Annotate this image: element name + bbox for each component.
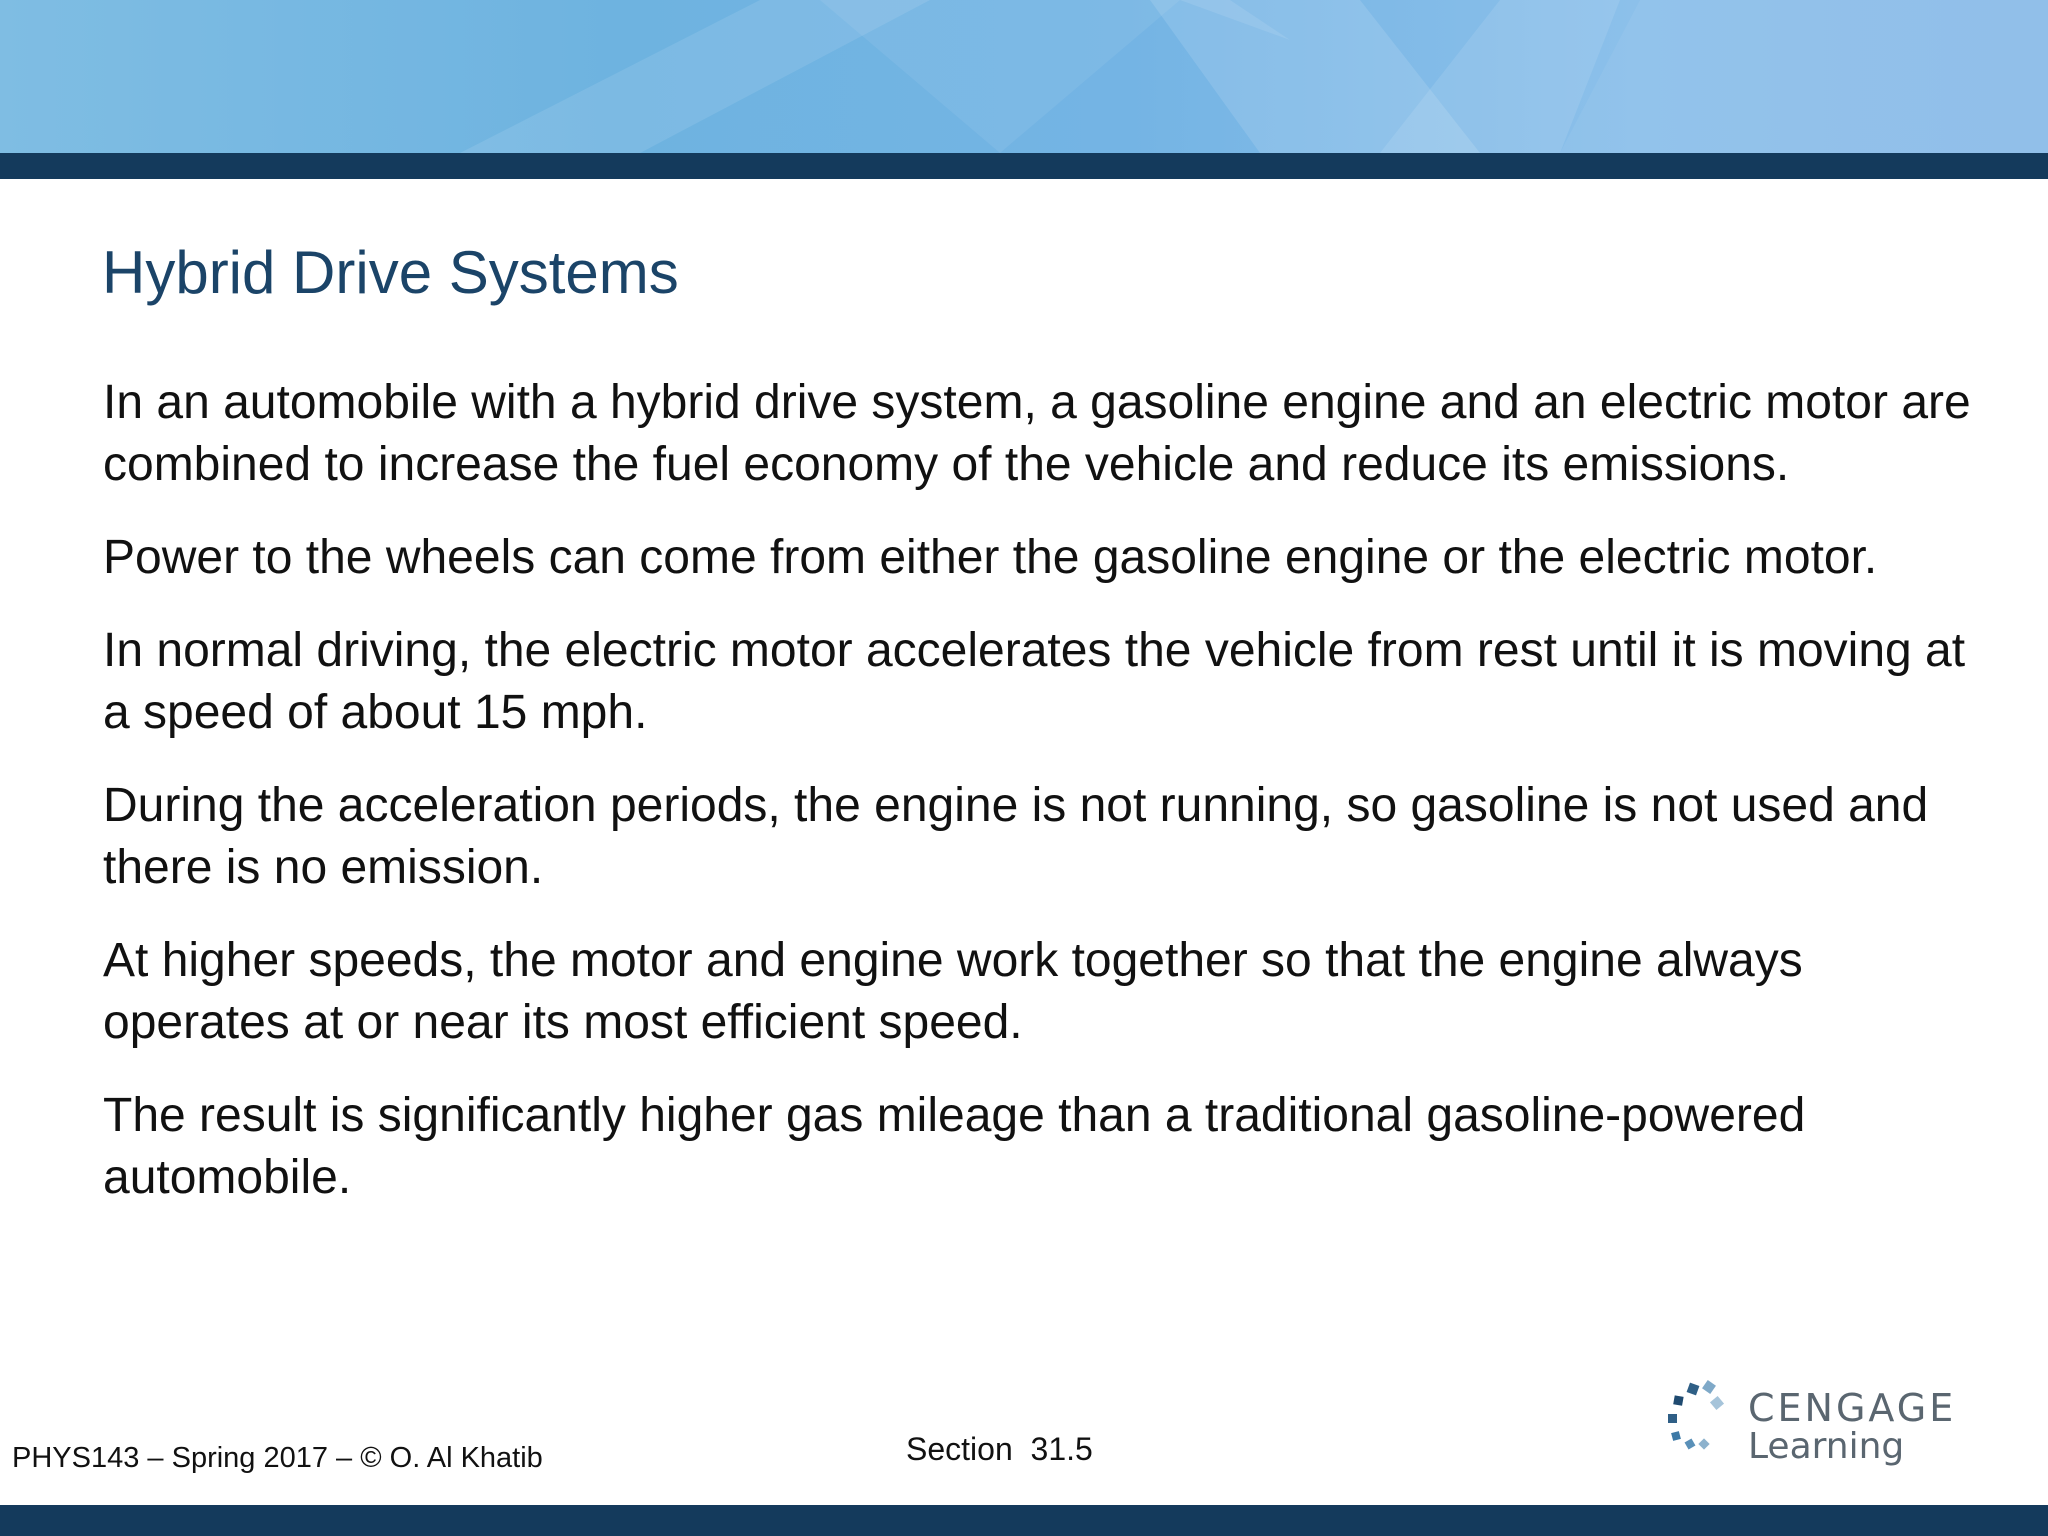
footer-rule: [0, 1505, 2048, 1536]
body-paragraph: In an automobile with a hybrid drive system, a gasoline engine and an electric motor are combined to increase the fuel economy of the vehicle and reduce its emissions.: [103, 376, 1971, 491]
body-paragraph: At higher speeds, the motor and engine work together so that the engine always operates at or near its most efficient speed.: [103, 934, 1803, 1049]
logo-wordmark-line2: Learning: [1748, 1426, 1905, 1467]
header-decoration: [0, 0, 2048, 153]
body-paragraph: During the acceleration periods, the engine is not running, so gasoline is not used and there is no emission.: [103, 779, 1929, 894]
footer-section-label: Section 31.5: [906, 1431, 1093, 1467]
cengage-logo-icon: [1660, 1380, 1740, 1470]
body-paragraph: The result is significantly higher gas mileage than a traditional gasoline-powered automobile.: [103, 1089, 1806, 1204]
slide-title: Hybrid Drive Systems: [102, 239, 679, 306]
logo-wordmark-line1: CENGAGE: [1748, 1386, 1957, 1430]
body-paragraph: Power to the wheels can come from either the gasoline engine or the electric motor.: [103, 531, 1878, 584]
footer-course-label: PHYS143 – Spring 2017 – © O. Al Khatib: [12, 1442, 543, 1474]
header-band: [0, 0, 2048, 153]
header-rule: [0, 153, 2048, 179]
body-paragraph: In normal driving, the electric motor accelerates the vehicle from rest until it is moving at a speed of about 15 mph.: [103, 624, 1966, 739]
cengage-logo: [1660, 1380, 1970, 1470]
slide-body: [103, 372, 1983, 1240]
